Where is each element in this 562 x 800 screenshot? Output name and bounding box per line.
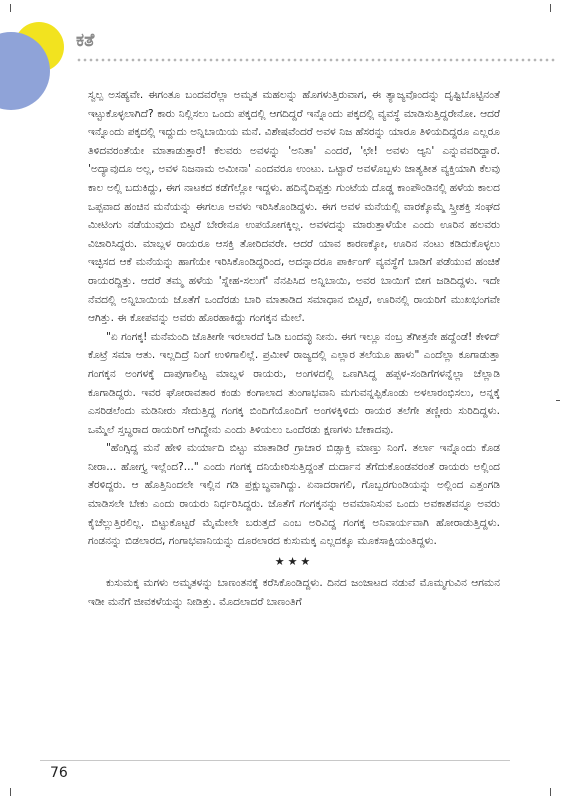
footer-rule [40,760,510,761]
crop-mark-top-left [10,4,11,12]
paragraph: "ಏ ಗಂಗಕ್ಕ! ಮನೆಮಂದಿ ಜೊತೀಗೇ ಇರಲಾರದೆ ಓಡಿ ಬಂದವ್ಳು ನೀನು. ಈಗ ಇಲ್ಲೂ ನಂಬ್ರ ತೆಗೀತ್ತನೇ ಹದ್ದೆಂಡೆ! ಕೇಳಿದ್ ಕೊಟ್ರೆ ಸಮಾ ಆತು. ಇಲ್ಲದಿದ್ರೆ ನಿಂಗೆ ಉಳಿಗಾಲಿಲ್ಲೆ. ಪ್ರಮೀಳೆ ರಾಜ್ಯದಲ್ಲಿ ಎಲ್ಲಾರ ತಲೆಯೂ ಹಾಳು" ಎಂದೆಲ್ಲಾ ಕೂಗಾಡುತ್ತಾ ಗಂಗಕ್ಕನ ಅಂಗಳಕ್ಕೆ ದಾಪುಗಾಲಿಟ್ಟ ಮಾಬ್ಲಳ ರಾಯರು, ಅಂಗಳದಲ್ಲಿ ಒಣಗಿಸಿದ್ದ ಹಪ್ಪಳ-ಸಂಡಿಗೆಗಳನ್ನೆಲ್ಲಾ ಚೆಲ್ಲಾಡಿ ಕೂಗಾಡಿದ್ದರು. ಇವರ ಘೋರಾವತಾರ ಕಂಡು ಕಂಗಾಲಾದ ತುಂಗಾಭವಾನಿ ಮಗುವನ್ನಪ್ಪಿಕೊಂಡು ಅಳಲಾರಂಭಿಸಲು, ಅನ್ನಕ್ಕೆ ಎಸರಿಡಲೆಂದು ಮಡಿನೀರು ಸೇದುತ್ತಿದ್ದ ಗಂಗಕ್ಕ ಬಿಂದಿಗೆಯೊಂದಿಗೆ ಅಂಗಳಕ್ಕಿಳಿದು ರಾಯರ ತಲೆಗೇ ತಣ್ಣೀರು ಸುರಿದಿದ್ದಳು. ಒಮ್ಮೆಲೆ ಸ್ತಬ್ಧರಾದ ರಾಯರಿಗೆ ಆಗಿದ್ದೇನು ಎಂದು ತಿಳಿಯಲು ಒಂದೆರಡು ಕ್ಷಣಗಳು ಬೇಕಾದವು. [88,330,500,436]
paragraph: ಸ್ವಲ್ಪ ಅಸಹ್ಯವೇ. ಈಗಂತೂ ಬಂದವರೆಲ್ಲಾ ಅಮೃತ ಮಹಲನ್ನು ಹೊಗಳುತ್ತಿರುವಾಗ, ಈ ತ್ಯಾಜ್ಯವೊಂದನ್ನು ದೃಷ್ಟಿಬೊಟ್ಟಿನಂತೆ ಇಟ್ಟುಕೊಳ್ಳಲಾಗಿದೆ? ಕಾರು ನಿಲ್ಲಿಸಲು ಒಂದು ಪಕ್ಕದಲ್ಲಿ ಆಗದಿದ್ದರೆ ಇನ್ನೊಂದು ಪಕ್ಕದಲ್ಲಿ ವ್ಯವಸ್ಥೆ ಮಾಡಿಸುತ್ತಿದ್ದರೇನೋ. ಆದರೆ ಇನ್ನೊಂದು ಪಕ್ಕದಲ್ಲಿ ಇದ್ದುದು ಅನ್ನಿಬಾಯಿಯ ಮನೆ. ವಿಶೇಷವೆಂದರೆ ಅವಳ ನಿಜ ಹೆಸರನ್ನು ಯಾರೂ ತಿಳಿಯದಿದ್ದರೂ ಎಲ್ಲರೂ ತಿಳಿದವರಂತೆಯೇ ಮಾತಾಡುತ್ತಾರೆ! ಕೆಲವರು ಅವಳನ್ನು 'ಅನಿತಾ' ಎಂದರೆ, 'ಛೇ! ಅವಳು ಆ್ಯನಿ' ಎನ್ನುವವರಿದ್ದಾರೆ. 'ಅದ್ಯಾವುದೂ ಅಲ್ಲ, ಅವಳ ನಿಜನಾಮ ಅಮೀನಾ' ಎಂದವರೂ ಉಂಟು. ಒಟ್ಟಾರೆ ಅವಳೊಬ್ಬಳು ಜಾತ್ಯತೀತ ವ್ಯಕ್ತಿಯಾಗಿ ಕೆಲವು ಕಾಲ ಅಲ್ಲಿ ಬದುಕಿದ್ದು, ಈಗ ನಾಟಕದ ಕಡೆಗೆಲ್ಲೋ ಇದ್ದಳು. ಹದಿನೈದಿಪ್ಪತ್ತು ಗುಂಟೆಯ ದೊಡ್ಡ ಕಾಂಪೌಂಡಿನಲ್ಲಿ ಹಳೆಯ ಕಾಲದ ಒಪ್ಪವಾದ ಹಂಚಿನ ಮನೆಯನ್ನು ಈಗಲೂ ಅವಳು ಇರಿಸಿಕೊಂಡಿದ್ದಳು. ಈಗ ಅವಳ ಮನೆಯಲ್ಲಿ ವಾರಕ್ಕೊಮ್ಮೆ ಸ್ತ್ರೀಶಕ್ತಿ ಸಂಘದ ಮೀಟಿಂಗು ನಡೆಯುವುದು ಬಿಟ್ಟರೆ ಬೇರೇನೂ ಉಪಯೋಗಕ್ಕಿಲ್ಲ. ಅವಳದನ್ನು ಮಾರುತ್ತಾಳೆಯೇ ಎಂದು ಊರಿನ ಹಲವರು ವಿಚಾರಿಸಿದ್ದರು. ಮಾಬ್ಲಳ ರಾಯರೂ ಆಸಕ್ತಿ ತೋರಿದವರೇ. ಆದರೆ ಯಾವ ಕಾರಣಕ್ಕೋ, ಊರಿನ ನಂಟು ಕಡಿದುಕೊಳ್ಳಲು ಇಚ್ಛಿಸದ ಆಕೆ ಮನೆಯನ್ನು ಹಾಗೆಯೇ ಇರಿಸಿಕೊಂಡಿದ್ದರಿಂದ, ಅದನ್ನಾದರೂ ಪಾರ್ಕಿಂಗ್ ವ್ಯವಸ್ಥೆಗೆ ಬಾಡಿಗೆ ಪಡೆಯುವ ಹಂಚಿಕೆ ರಾಯರದ್ದಿತ್ತು. ಆದರೆ ತಮ್ಮ ಹಳೆಯ 'ಸ್ನೇಹ-ಸಲುಗೆ' ನೆನಪಿಸಿದ ಅನ್ನಿಬಾಯಿ, ಅವರ ಬಾಯಿಗೆ ಬೀಗ ಜಡಿದಿದ್ದಳು. ಇದೇ ನೆವದಲ್ಲಿ ಅನ್ನಿಬಾಯಿಯ ಜೊತೆಗೆ ಒಂದೆರಡು ಬಾರಿ ಮಾತಾಡಿದ ಸಮಾಧಾನ ಬಿಟ್ಟರೆ, ಊರಿನಲ್ಲಿ ರಾಯರಿಗೆ ಮುಖಭಂಗವೇ ಆಗಿತ್ತು. ಈ ಕೋಪವನ್ನು ಅವರು ಹೊರಹಾಕಿದ್ದು ಗಂಗಕ್ಕನ ಮೇಲೆ. [88,89,500,325]
section-title: ಕತೆ [76,30,95,51]
page-number: 76 [50,765,68,781]
crop-mark-bottom-right [550,788,551,796]
section-separator: ★★★ [274,554,314,568]
paragraph: "ಹೆಂಗ್ಸಿದ್ದ ಮನೆ ಹೇಳಿ ಮರ್ಯಾದಿ ಬಿಟ್ಟು ಮಾತಾಡಿರೆ ಗ್ರಾಚಾರ ಬಿಡ್ಸಾಕ್ತಿ ಮಾಣ್ತು ನಿಂಗೆ. ತರ್ಲಾ ಇನ್ನೊಂದು ಕೊಡ ನೀರಾ... ಹೋಗ್ತ್ಯ ಇಲ್ಲೆಂದ?..." ಎಂದು ಗಂಗಕ್ಕ ದನಿಯೇರಿಸುತ್ತಿದ್ದಂತೆ ದುರ್ದಾನ ತೆಗೆದುಕೊಂಡವರಂತೆ ರಾಯರು ಅಲ್ಲಿಂದ ತೆರಳಿದ್ದರು. ಆ ಹೊತ್ತಿನಿಂದಲೇ ಇಲ್ಲಿನ ಗಡಿ ಪ್ರಕ್ಷುಬ್ಧವಾಗಿದ್ದು. ಏನಾದರಾಗಲಿ, ಗೊಬ್ಬರಗುಂಡಿಯನ್ನು ಅಲ್ಲಿಂದ ಎತ್ತಂಗಡಿ ಮಾಡಿಸಲೇ ಬೇಕು ಎಂದು ರಾಯರು ನಿರ್ಧರಿಸಿದ್ದರು. ಜೊತೆಗೆ ಗಂಗಕ್ಕನನ್ನು ಅವಮಾನಿಸುವ ಒಂದು ಅವಕಾಶವನ್ನೂ ಅವರು ಕೈಚೆಲ್ಲುತ್ತಿರಲಿಲ್ಲ. ಬಿಟ್ಟುಕೊಟ್ಟರೆ ಮೈಮೇಲೇ ಬರುತ್ತದೆ ಎಂಬ ಅರಿವಿದ್ದ ಗಂಗಕ್ಕ ಅನಿವಾರ್ಯವಾಗಿ ಹೋರಾಡುತ್ತಿದ್ದಳು. ಗಂಡನನ್ನು ಬಿಡಲಾರದ, ಗಂಗಾಭವಾನಿಯನ್ನು ದೂರಲಾರದ ಕುಸುಮಕ್ಕ ಎಲ್ಲದಕ್ಕೂ ಮೂಕಸಾಕ್ಷಿಯಂತಿದ್ದಳು. [88,442,500,548]
crop-mark-mid-right [556,400,560,401]
article-body [88,86,500,726]
crop-mark-top-right [550,4,551,12]
header-dotted-rule [76,58,556,62]
crop-mark-bottom-left [10,788,11,796]
paragraph: ಕುಸುಮಕ್ಕ ಮಗಳು ಅಮೃತಳನ್ನು ಬಾಣಂತನಕ್ಕೆ ಕರೆಸಿಕೊಂಡಿದ್ದಳು. ದಿನದ ಜಂಜಾಟದ ನಡುವೆ ಮೊಮ್ಮಗುವಿನ ಆಗಮನ ಇಡೀ ಮನೆಗೆ ಜೀವಕಳೆಯನ್ನು ನೀಡಿತ್ತು. ಮೊದಲಾದರೆ ಬಾಣಂತಿಗೆ [88,577,500,609]
